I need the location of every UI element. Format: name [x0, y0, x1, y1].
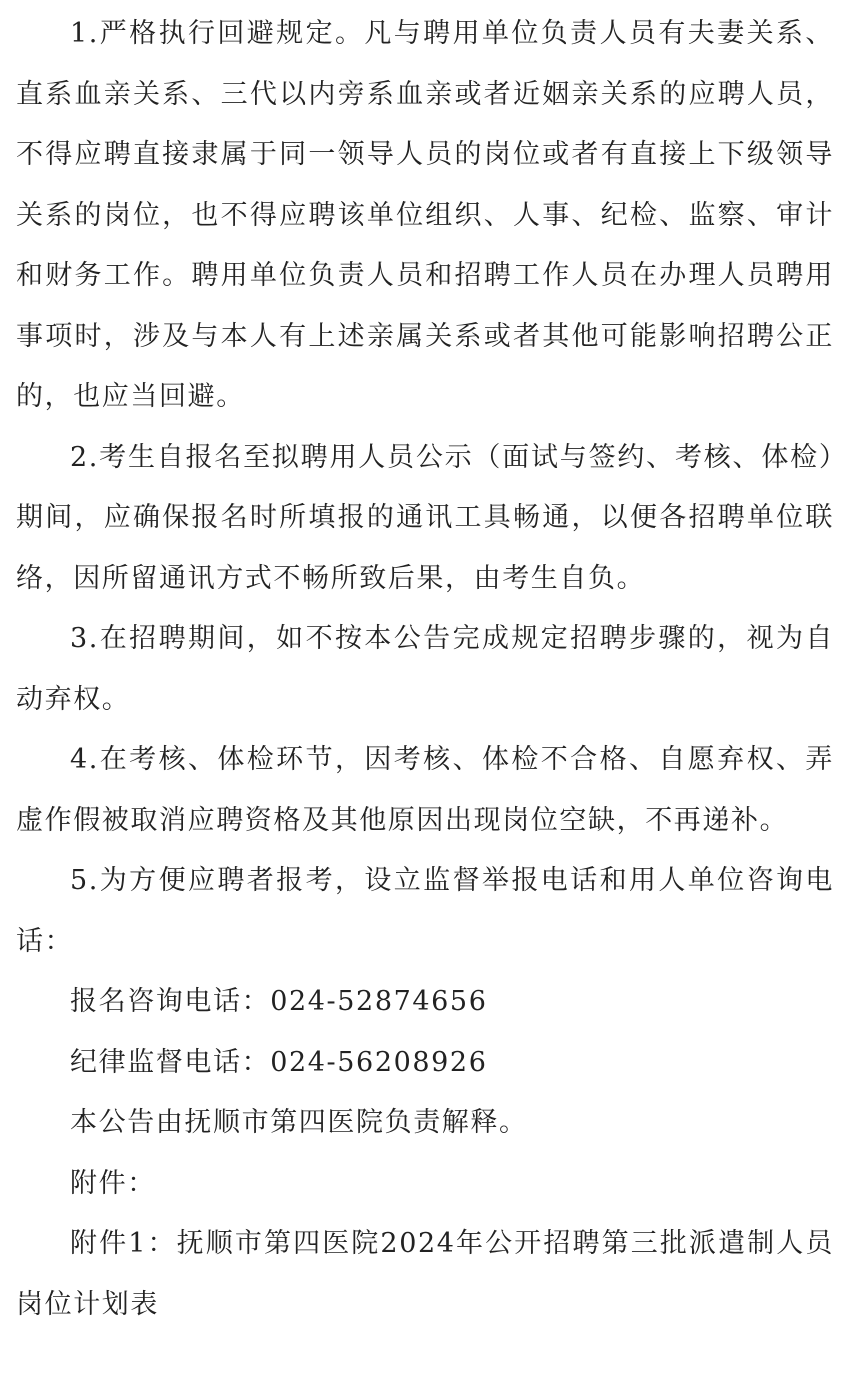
paragraph-recusal-rule: 1.严格执行回避规定。凡与聘用单位负责人员有夫妻关系、直系血亲关系、三代以内旁系血亲或者近姻亲关系的应聘人员，不得应聘直接隶属于同一领导人员的岗位或者有直接上下级领导关系的岗位，也不得应聘该单位组织、人事、纪检、监察、审计和财务工作。聘用单位负责人员和招聘工作人员在办理人员聘用事项时，涉及与本人有上述亲属关系或者其他可能影响招聘公正的，也应当回避。: [16, 18, 834, 412]
interpretation-note: 本公告由抚顺市第四医院负责解释。: [70, 1107, 528, 1138]
attachments-heading: 附件：: [70, 1167, 156, 1199]
paragraph-contact-requirement: 2.考生自报名至拟聘用人员公示（面试与签约、考核、体检）期间，应确保报名时所填报的通讯工具畅通，以便各招聘单位联络，因所留通讯方式不畅所致后果，由考生自负。: [16, 441, 834, 594]
paragraph-hotline-intro: 5.为方便应聘者报考，设立监督举报电话和用人单位咨询电话：: [16, 865, 834, 957]
registration-hotline: 报名咨询电话：024-52874656: [70, 986, 488, 1017]
paragraph-forfeit-rule: 3.在招聘期间，如不按本公告完成规定招聘步骤的，视为自动弃权。: [16, 623, 834, 715]
attachment-1: 附件1：抚顺市第四医院2024年公开招聘第三批派遣制人员岗位计划表: [16, 1228, 834, 1320]
supervision-hotline: 纪律监督电话：024-56208926: [70, 1046, 488, 1078]
paragraph-vacancy-rule: 4.在考核、体检环节，因考核、体检不合格、自愿弃权、弄虚作假被取消应聘资格及其他原因出现岗位空缺，不再递补。: [16, 744, 834, 836]
document-body: [16, 4, 834, 1335]
